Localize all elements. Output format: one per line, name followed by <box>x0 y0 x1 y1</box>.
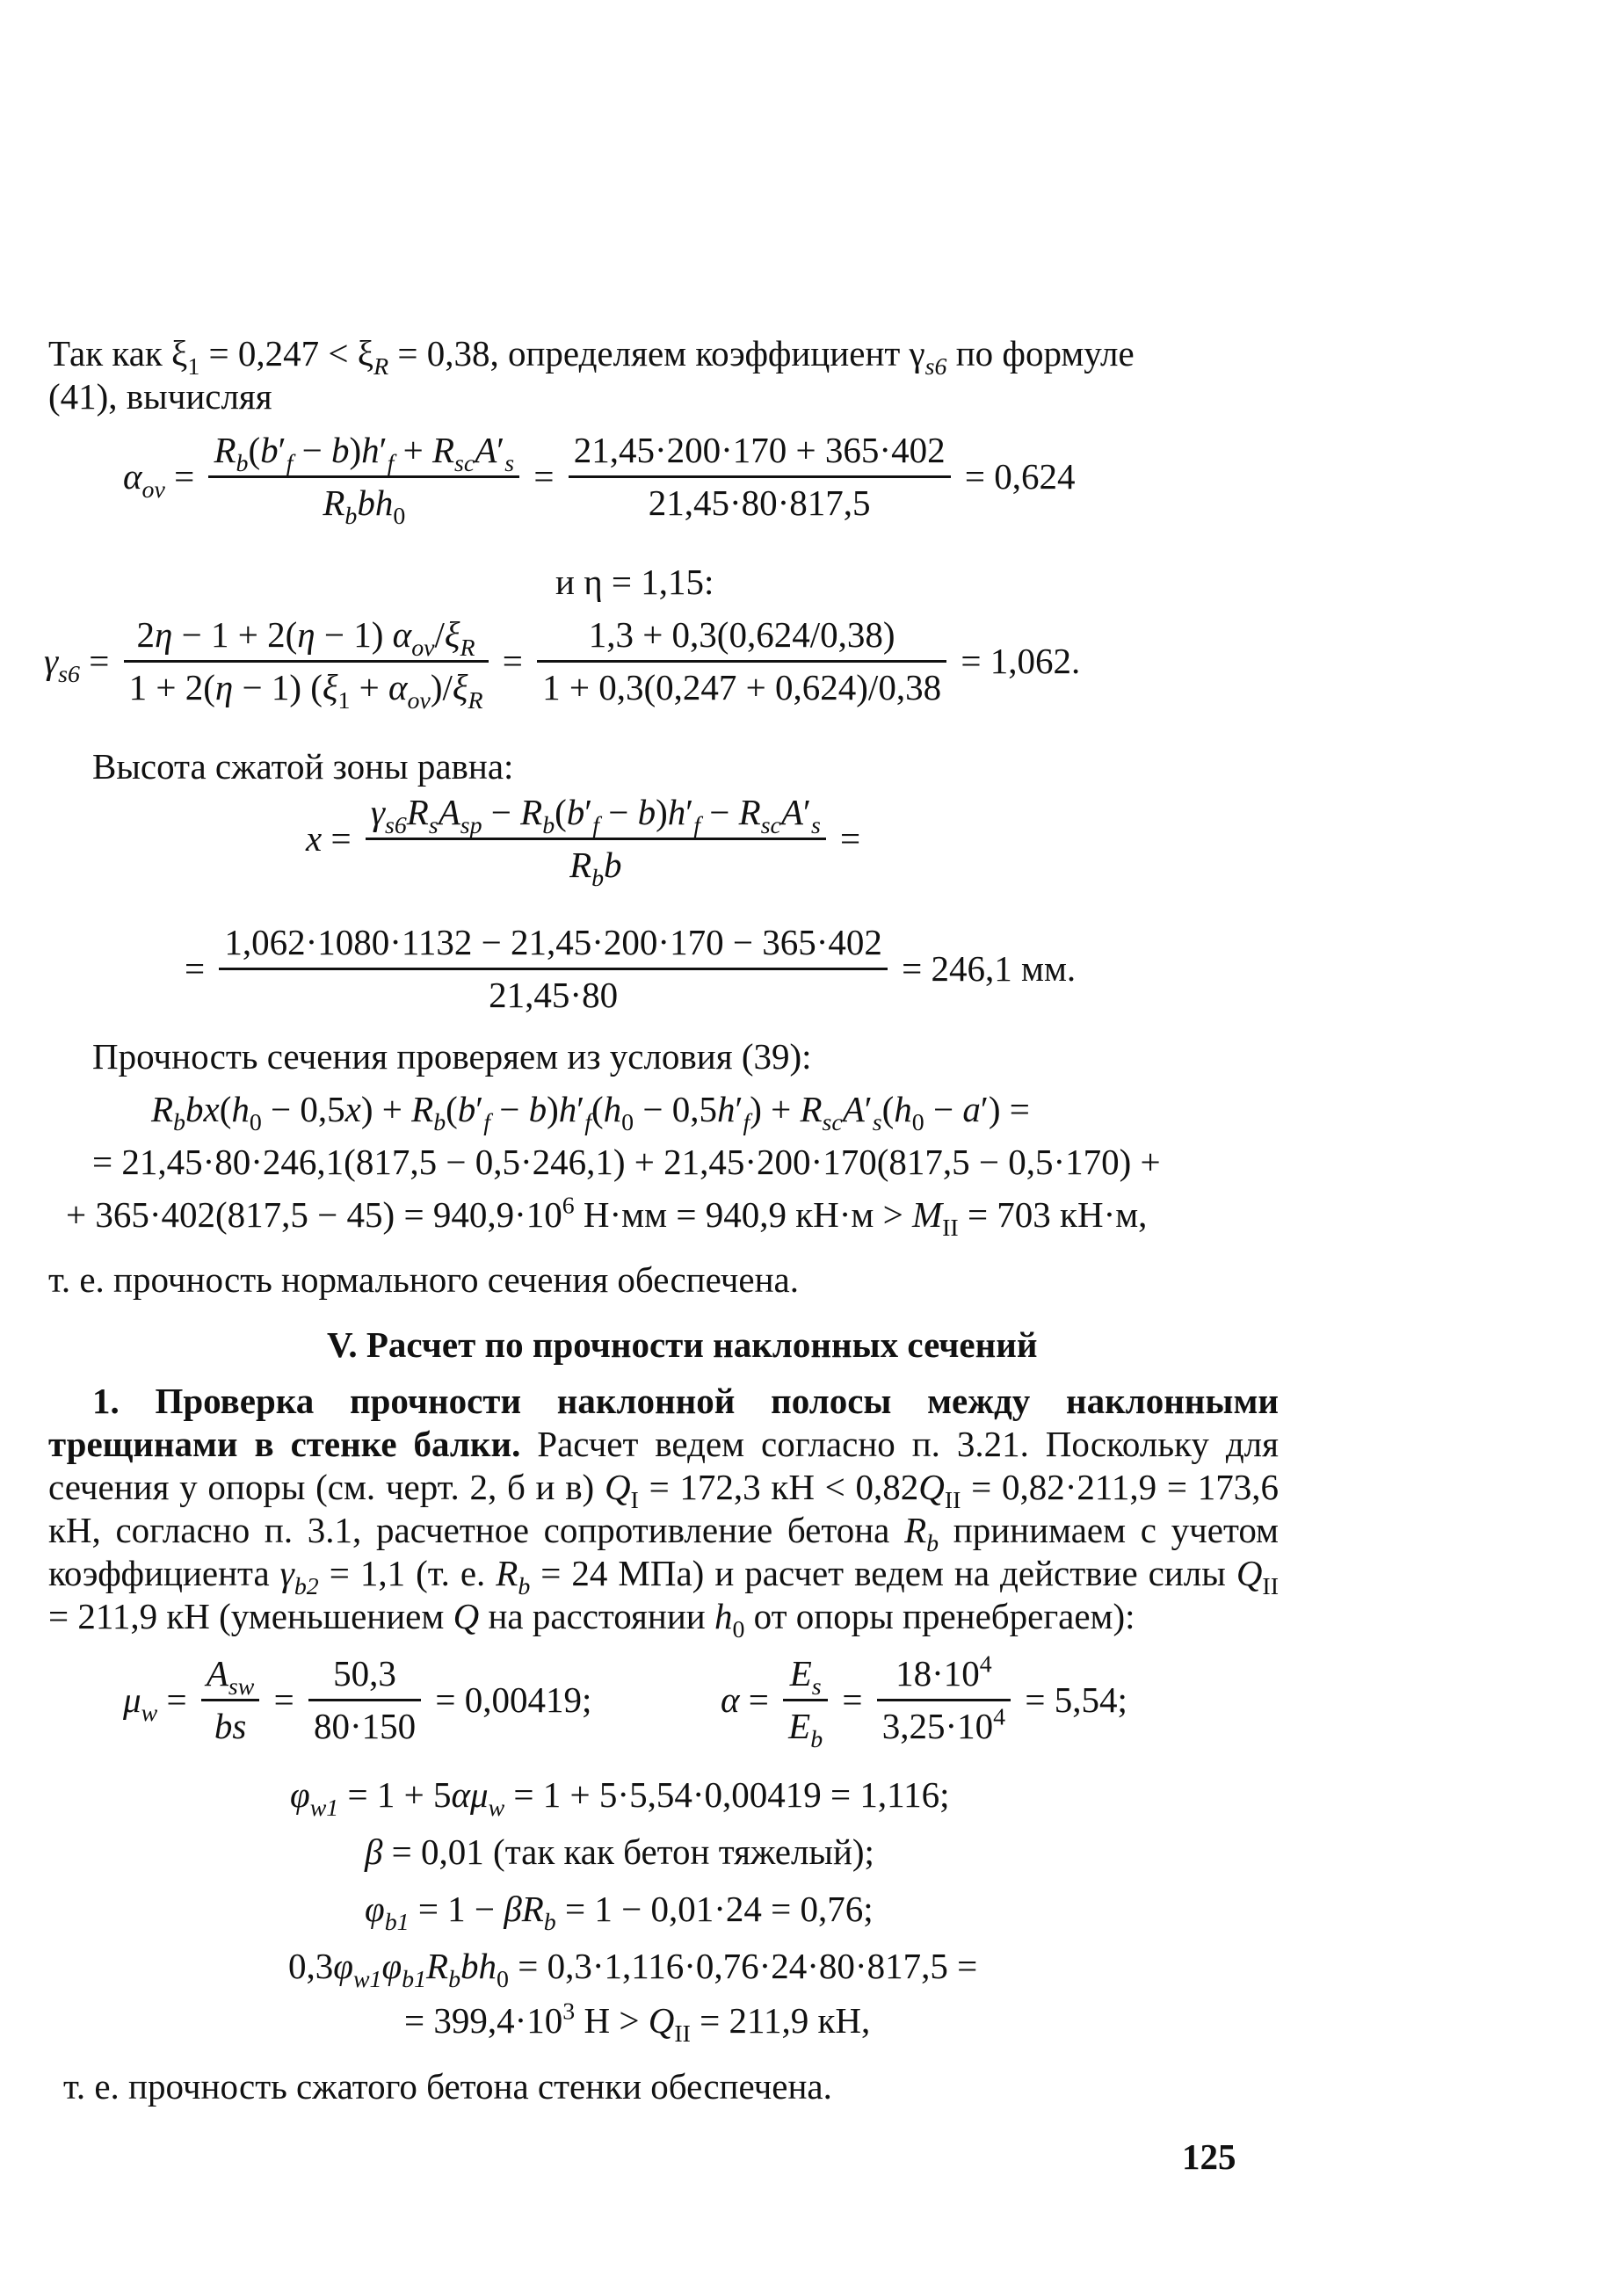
item-1-text-g: = 211,9 кН (уменьшением <box>48 1596 453 1636</box>
x-numerator: 1,062·1080·1132 − 21,45·200·170 − 365·402 <box>219 921 888 970</box>
conclusion-1: т. е. прочность нормального сечения обеспечена. <box>48 1259 799 1300</box>
intro-text-a: Так как ξ <box>48 333 188 373</box>
item-1-text-d: принимаем с учетом коэффициента <box>48 1510 1279 1593</box>
x-denominator: 21,45·80 <box>489 975 619 1016</box>
item-1-text-e: = 1,1 (т. е. <box>318 1553 497 1593</box>
alpha-ov-result: = 0,624 <box>964 456 1076 497</box>
section-heading: V. Расчет по прочности наклонных сечений <box>327 1324 1038 1365</box>
final-line-1: $0,3\varphi_{w1}\varphi_{b1}R_bbh_0 = 0,3\cdot 1,116\cdot 0,76\cdot 24\cdot 80\cdot 817,5$ = <box>288 1946 978 1993</box>
calc-line-3-sup: 6 <box>562 1192 575 1220</box>
gamma-result: = 1,062. <box>961 641 1081 682</box>
gamma-s6-formula: $\gamma_{s6}$ = $\frac{2\eta - 1 + 2(\eta - 1) \alpha_{ov}/\xi_R}{1 + 2(\eta - 1) (\xi_1 + \alpha_{ov})/\xi_R}$ = $\frac{1,3 + 0,3(0,624/0,38)}{1 + 0,3(0,247 + 0,624)/0,38}$ = 1,062. <box>44 614 1081 714</box>
item-1-text-f: = 24 МПа) и расчет ведем на действие силы <box>530 1553 1236 1593</box>
gamma-denominator: 1 + 0,3(0,247 + 0,624)/0,38 <box>542 667 942 708</box>
item-1-bold: 1. Проверка прочности наклонной полосы между наклонными трещинами в стенке балки. <box>48 1381 1279 1464</box>
item-1-text-h: на расстоянии <box>479 1596 714 1636</box>
beta-line: β = 0,01 (так как бетон тяжелый); <box>365 1831 874 1872</box>
final-line-2-c: = 211,9 кН, <box>690 2000 871 2041</box>
strength-text: Прочность сечения проверяем из условия (39): <box>92 1036 812 1077</box>
alpha-formula: α = $\frac{E_s}{E_b}$ = $\frac{18\cdot 10^4}{3,25\cdot 10^4}$ = 5,54; <box>721 1650 1127 1753</box>
mu-numerator: 50,3 <box>308 1652 421 1701</box>
mu-denominator: 80·150 <box>313 1706 417 1747</box>
calc-line-3-a: + 365·402(817,5 − 45) = 940,9·10 <box>66 1194 562 1235</box>
alpha-ov-numerator: 21,45·200·170 + 365·402 <box>569 429 951 478</box>
alpha-ov-formula: $\alpha_{ov}$ = $\frac{R_b(b'_f - b)h'_f + R_{sc}A'_s}{R_bbh_0}$ = $\frac{21,45\cdot 200\cdot 170 + 365\cdot 402}{21,45\cdot 80\cdot 817,5}$ = 0,624 <box>123 430 1076 530</box>
item-1-text-a: Расчет ведем согласно п. 3.21. Поскольку для сечения у опоры (см. черт. 2, б и в) <box>48 1424 1279 1507</box>
beta-value: = 0,01 (так как бетон тяжелый); <box>391 1831 874 1872</box>
calc-line-3: + $365\cdot 402(817,5 - 45) = 940,9\cdot 10^6$ Н·мм = 940,9 $кН\cdot м > M_{II} = 703$ кН·м, <box>66 1192 1148 1242</box>
item-1-text-b: = 172,3 кН < 0,82 <box>638 1467 919 1507</box>
calc-line-3-c: = 703 кН·м, <box>958 1194 1148 1235</box>
alpha-numerator: 18·10 <box>895 1653 980 1693</box>
mu-result: = 0,00419; <box>435 1679 592 1721</box>
final-line-1-value: = 0,3·1,116·0,76·24·80·817,5 = <box>518 1946 978 1986</box>
item-1-text-i: от опоры пренебрегаем): <box>744 1596 1135 1636</box>
phi-b1-value: = 1 − 0,01·24 = 0,76; <box>564 1889 874 1929</box>
alpha-ov-denominator: 21,45·80·817,5 <box>648 482 871 524</box>
intro-text-c: = 0,38, определяем коэффициент γ <box>388 333 925 373</box>
x-result: = 246,1 мм. <box>902 948 1077 990</box>
calc-line-2: = 21,45·80·246,1(817,5 − 0,5·246,1) + 21,45·200·170(817,5 − 0,5·170) + <box>92 1142 1161 1182</box>
phi-w1-line: $\varphi_{w1} = 1 + 5\alpha\mu_w = 1 + 5\cdot 5,54\cdot 0,00419 = 1,116$; <box>290 1774 950 1822</box>
phi-w1-value: = 1 + 5·5,54·0,00419 = 1,116; <box>513 1774 950 1815</box>
final-line-2-a: = 399,4·10 <box>404 2000 563 2041</box>
strength-formula: $R_bbx(h_0 - 0,5x) + R_b(b'_f - b)h'_f(h_0 - 0,5h'_f) + R_{sc}A'_s(h_0 - a')$ = <box>151 1089 1030 1136</box>
calc-line-3-b: Н·мм = 940,9 кН·м > <box>574 1194 912 1235</box>
phi-b1-line: $\varphi_{b1} = 1 - \beta R_b = 1 - 0,01\cdot 24 = 0,76$; <box>365 1889 874 1936</box>
intro-text-d: по формуле <box>946 333 1135 373</box>
page-number: 125 <box>1182 2136 1236 2177</box>
alpha-result: = 5,54; <box>1025 1679 1127 1721</box>
gamma-numerator: 1,3 + 0,3(0,624/0,38) <box>537 613 946 663</box>
item-1-text-c: = 0,82·211,9 = 173,6 кН, согласно п. 3.1, расчетное сопротивление бетона <box>48 1467 1279 1550</box>
conclusion-2: т. е. прочность сжатого бетона стенки обеспечена. <box>63 2066 832 2107</box>
item-1-paragraph: 1. Проверка прочности наклонной полосы между наклонными трещинами в стенке балки. Расчет ведем согласно п. 3.21. Поскольку для сечения у опоры (см. черт. 2, б и в) $Q_I = 172,3$ кН < $0,82Q_{II} = 0,82\cdot 211,9 = 173,6$ кН, согласно п. 3.1, расчетное сопротивление бетона $R_b$ принимаем с учетом коэффициента $\gamma_{b2} = 1,1$ (т. е. $R_b = 24$ МПа) и расчет ведем на действие силы $Q_{II} = 211,9$ кН (уменьшением Q на расстоянии $h_0$ от опоры пренебрегаем): <box>48 1381 1279 1643</box>
final-line-2-b: Н > <box>575 2000 649 2041</box>
intro-line-1: Так как $\xi_1 = 0,247 < \xi_R = 0,38$, определяем коэффициент $\gamma_{s6}$ по формуле <box>48 333 1135 381</box>
mu-w-formula: $\mu_w$ = $\frac{A_{sw}}{bs}$ = $\frac{50,3}{80\cdot 150}$ = 0,00419; <box>123 1652 591 1748</box>
alpha-denominator: 3,25·10 <box>881 1706 994 1747</box>
eta-line: и η = 1,15: <box>555 562 714 602</box>
final-line-2: = $399,4\cdot 10^3$ $Н > Q_{II} = 211,9$ кН, <box>404 1998 871 2048</box>
height-text: Высота сжатой зоны равна: <box>92 746 514 787</box>
x-value-formula: = $\frac{1,062\cdot 1080\cdot 1132 - 21,45\cdot 200\cdot 170 - 365\cdot 402}{21,45\cdot 80}$ = 246,1 мм. <box>185 921 1076 1017</box>
x-formula: x = $\frac{\gamma_{s6}R_sA_{sp} - R_b(b'_f - b)h'_f - R_{sc}A'_s}{R_bb}$ = <box>306 792 861 892</box>
intro-line-2: (41), вычисляя <box>48 376 272 417</box>
intro-text-b: = 0,247 < ξ <box>199 333 374 373</box>
